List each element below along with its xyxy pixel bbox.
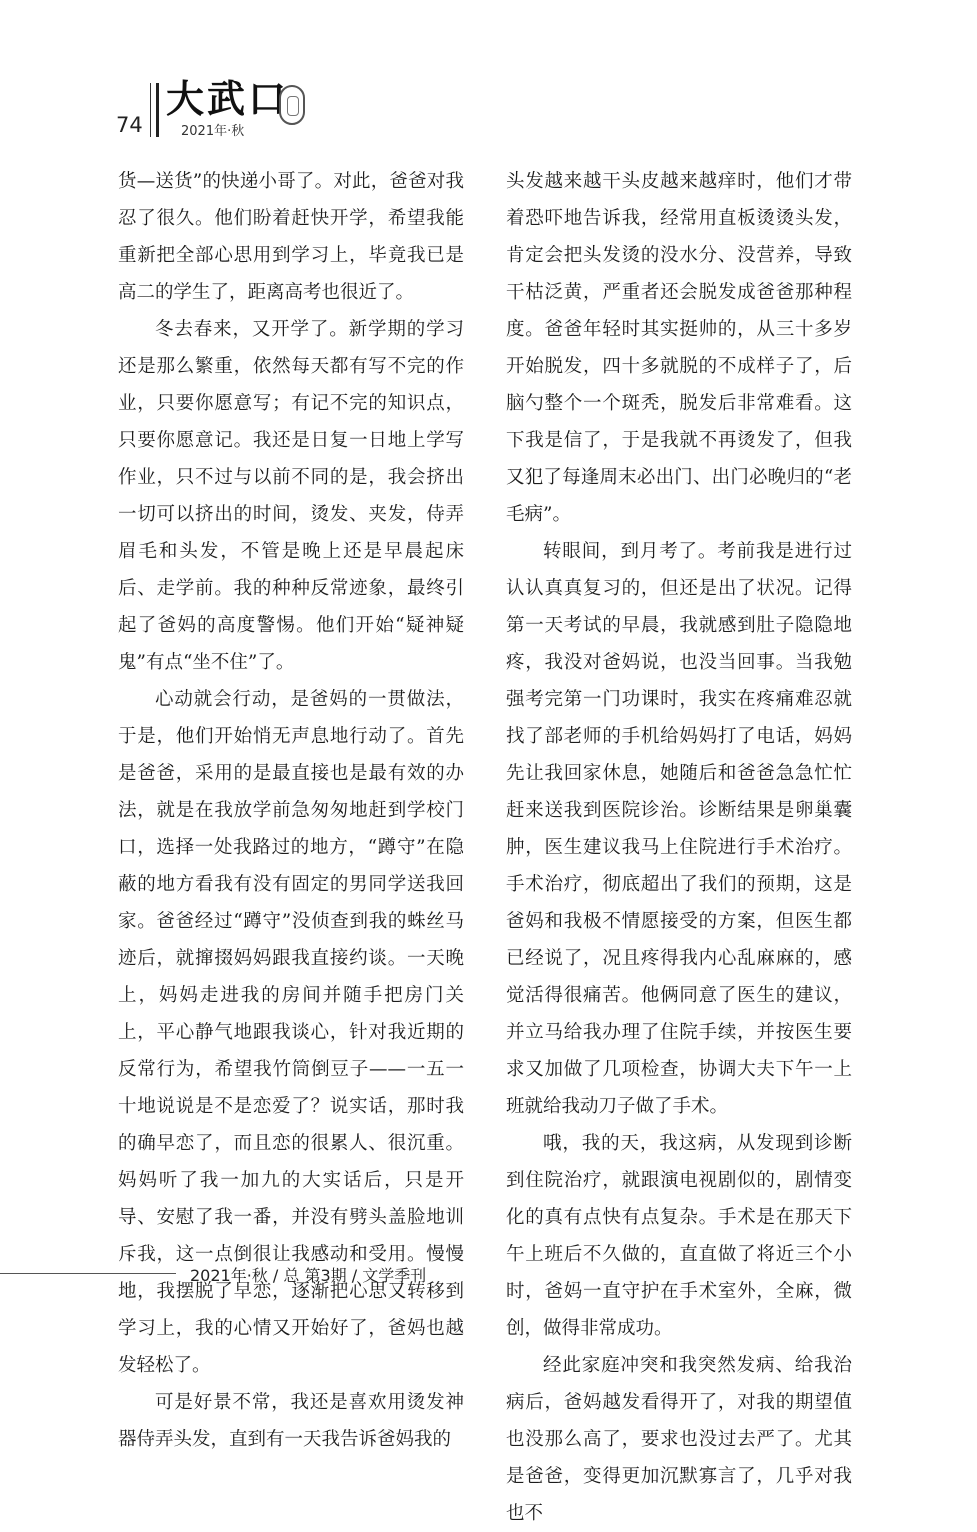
footer-rule [0,1273,176,1274]
masthead-title: 大武口 [166,76,290,121]
paragraph: 心动就会行动，是爸妈的一贯做法，于是，他们开始悄无声息地行动了。首先是爸爸，采用的是最直接也是最有效的办法，就是在我放学前急匆匆地赶到学校门口，选择一处我路过的地方，“蹲守”在隐蔽的地方看我有没有固定的男同学送我回家。爸爸经过“蹲守”没侦查到我的蛛丝马迹后，就撺掇妈妈跟我直接约谈。一天晚上，妈妈走进我的房间并随手把房门关上，平心静气地跟我谈心，针对我近期的反常行为，希望我竹筒倒豆子——一五一十地说说是不是恋爱了？说实话，那时我的确早恋了，而且恋的很累人、很沉重。妈妈听了我一加九的大实话后，只是开导、安慰了我一番，并没有劈头盖脸地训斥我，这一点倒很让我感动和受用。慢慢地，我摆脱了早恋，逐渐把心思又转移到学习上，我的心情又开始好了，爸妈也越发轻松了。 [118,689,464,1376]
paragraph: 冬去春来，又开学了。新学期的学习还是那么繁重，依然每天都有写不完的作业，只要你愿意写；有记不完的知识点，只要你愿意记。我还是日复一日地上学写作业，只不过与以前不同的是，我会挤出一切可以挤出的时间，烫发、夹发，侍弄眉毛和头发，不管是晚上还是早晨起床后、走学前。我的种种反常迹象，最终引起了爸妈的高度警惕。他们开始“疑神疑鬼”有点“坐不住”了。 [118,319,464,673]
paragraph: 可是好景不常，我还是喜欢用烫发神器侍弄头发，直到有一天我告诉爸妈我的 [118,1392,464,1450]
paragraph: 转眼间，到月考了。考前我是进行过认认真真复习的，但还是出了状况。记得第一天考试的早晨，我就感到肚子隐隐地疼，我没对爸妈说，也没当回事。当我勉强考完第一门功课时，我实在疼痛难忍就找了部老师的手机给妈妈打了电话，妈妈先让我回家休息，她随后和爸爸急急忙忙赶来送我到医院诊治。诊断结果是卵巢囊肿，医生建议我马上住院进行手术治疗。手术治疗，彻底超出了我们的预期，这是爸妈和我极不情愿接受的方案，但医生都已经说了，况且疼得我内心乱麻麻的，感觉活得很痛苦。他俩同意了医生的建议，并立马给我办理了住院手续，并按医生要求又加做了几项检查，协调大夫下午一上班就给我动刀子做了手术。 [506,541,852,1117]
issue-date: 2021年·秋 [181,124,245,139]
header-divider-thin [150,83,151,137]
paragraph-continued: 头发越来越干头皮越来越痒时，他们才带着恐吓地告诉我，经常用直板烫烫头发，肯定会把头发烫的没水分、没营养，导致干枯泛黄，严重者还会脱发成爸爸那种程度。爸爸年轻时其实挺帅的，从三十多岁开始脱发，四十多就脱的不成样子了，后脑勺整个一个斑秃，脱发后非常难看。这下我是信了，于是我就不再烫发了，但我又犯了每逢周末必出门、出门必晚归的“老毛病”。 [506,171,852,525]
page-number: 74 [116,113,143,137]
masthead-seal-icon [279,85,305,125]
paragraph: 哦，我的天，我这病，从发现到诊断到住院治疗，就跟演电视剧似的，剧情变化的真有点快有点复杂。手术是在那天下午上班后不久做的，直直做了将近三个小时，爸妈一直守护在手术室外，全麻，微创，做得非常成功。 [506,1133,852,1339]
footer-text: 2021年·秋 / 总 第3期 / 文学季刊 [190,1266,427,1285]
paragraph: 经此家庭冲突和我突然发病、给我治病后，爸妈越发看得开了，对我的期望值也没那么高了，要求也没过去严了。尤其是爸爸，变得更加沉默寡言了，几乎对我也不 [506,1355,852,1524]
paragraph-continued: 货—送货”的快递小哥了。对此，爸爸对我忍了很久。他们盼着赶快开学，希望我能重新把全部心思用到学习上，毕竟我已是高二的学生了，距离高考也很近了。 [118,171,464,303]
right-column [506,163,852,1532]
header-divider-thick [156,83,159,137]
